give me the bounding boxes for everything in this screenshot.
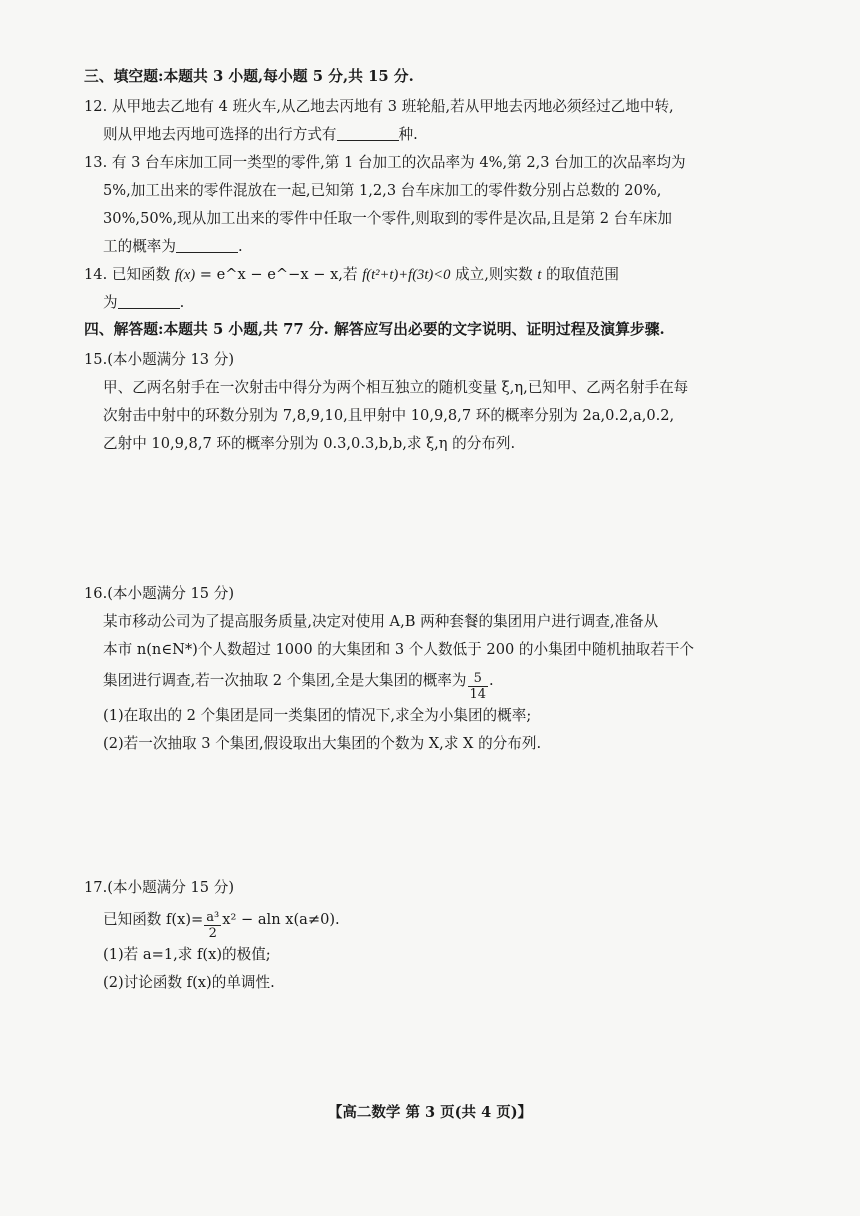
q15-answer-space (84, 458, 784, 580)
q17-line1-pre: 已知函数 f(x)= (103, 911, 204, 928)
q14-num: 14. 已知函数 (84, 266, 171, 283)
q13-line4-post: . (237, 238, 243, 255)
q13-line4-pre: 工的概率为 (103, 238, 176, 255)
q16-line2: 本市 n(n∈N*)个人数超过 1000 的大集团和 3 个人数低于 200 的小集团中随机抽取若干个 (103, 641, 695, 658)
q15-line2: 次射击中射中的环数分别为 7,8,9,10,且甲射中 10,9,8,7 环的概率分别为 2a,0.2,a,0.2, (103, 407, 675, 424)
q16-answer-space (84, 758, 784, 874)
q13-line3: 30%,50%,现从加工出来的零件中任取一个零件,则取到的零件是次品,且是第 2 台车床加 (103, 210, 672, 227)
question-14 (84, 261, 784, 317)
page-content (84, 66, 784, 997)
q15-line3: 乙射中 10,9,8,7 环的概率分别为 0.3,0.3,b,b,求 ξ,η 的分布列. (103, 435, 516, 452)
q14-line2 (84, 289, 784, 317)
q17-line1 (84, 902, 784, 941)
q14-eq: = e^x − e^−x − x,若 (199, 266, 358, 283)
section-4-title: 四、解答题:本题共 5 小题,共 77 分. 解答应写出必要的文字说明、证明过程及演算步骤. (84, 321, 665, 338)
q16-frac-den: 14 (469, 687, 487, 702)
q16-line3-post: . (489, 672, 494, 689)
q17-fraction (204, 910, 221, 941)
q17-sub1: (1)若 a=1,求 f(x)的极值; (103, 946, 271, 963)
q15-head: 15.(本小题满分 13 分) (84, 351, 235, 368)
q14-line1 (84, 261, 784, 289)
q16-fraction (468, 671, 489, 702)
q17-line1-post: x² − aln x(a≠0). (222, 911, 340, 928)
q17-sub2: (2)讨论函数 f(x)的单调性. (103, 974, 275, 991)
question-16 (84, 580, 784, 758)
q16-sub2: (2)若一次抽取 3 个集团,假设取出大集团的个数为 X,求 X 的分布列. (103, 735, 542, 752)
q16-frac-num: 5 (468, 671, 489, 687)
q12-line2-post: 种. (398, 126, 418, 143)
q17-frac-num: a³ (206, 910, 220, 925)
q14-line2-post: . (179, 294, 185, 311)
q14-answer-blank[interactable] (118, 294, 180, 309)
q12-line1: 12. 从甲地去乙地有 4 班火车,从乙地去丙地有 3 班轮船,若从甲地去丙地必须经过乙地中转, (84, 98, 674, 115)
q14-tail: 的取值范围 (546, 266, 619, 283)
section-3-title: 三、填空题:本题共 3 小题,每小题 5 分,共 15 分. (84, 68, 414, 85)
question-13 (84, 149, 784, 261)
q13-line4 (84, 233, 784, 261)
q14-cond: f(t²+t)+f(3t)<0 (362, 267, 451, 283)
q13-line1: 13. 有 3 台车床加工同一类型的零件,第 1 台加工的次品率为 4%,第 2,3 台加工的次品率均为 (84, 154, 686, 171)
q12-line2-pre: 则从甲地去丙地可选择的出行方式有 (103, 126, 337, 143)
q14-func: f(x) (174, 267, 196, 283)
question-17 (84, 874, 784, 997)
question-12 (84, 93, 784, 149)
q14-post: 成立,则实数 (455, 266, 533, 283)
q17-head: 17.(本小题满分 15 分) (84, 879, 235, 896)
q14-line2-pre: 为 (103, 294, 118, 311)
q17-frac-den: 2 (208, 926, 217, 941)
q16-line1: 某市移动公司为了提高服务质量,决定对使用 A,B 两种套餐的集团用户进行调查,准备从 (103, 613, 659, 630)
q16-line3-pre: 集团进行调查,若一次抽取 2 个集团,全是大集团的概率为 (103, 672, 467, 689)
q16-head: 16.(本小题满分 15 分) (84, 585, 235, 602)
q13-line2: 5%,加工出来的零件混放在一起,已知第 1,2,3 台车床加工的零件数分别占总数的 20%, (103, 182, 662, 199)
q13-answer-blank[interactable] (176, 238, 238, 253)
q12-answer-blank[interactable] (337, 126, 399, 141)
q12-line2 (84, 121, 784, 149)
question-15 (84, 346, 784, 458)
page-footer: 【高二数学 第 3 页(共 4 页)】 (327, 1104, 533, 1121)
q14-var: t (537, 267, 542, 283)
q15-line1: 甲、乙两名射手在一次射击中得分为两个相互独立的随机变量 ξ,η,已知甲、乙两名射手在每 (103, 379, 689, 396)
q16-sub1: (1)在取出的 2 个集团是同一类集团的情况下,求全为小集团的概率; (103, 707, 532, 724)
q16-line3 (84, 664, 784, 702)
